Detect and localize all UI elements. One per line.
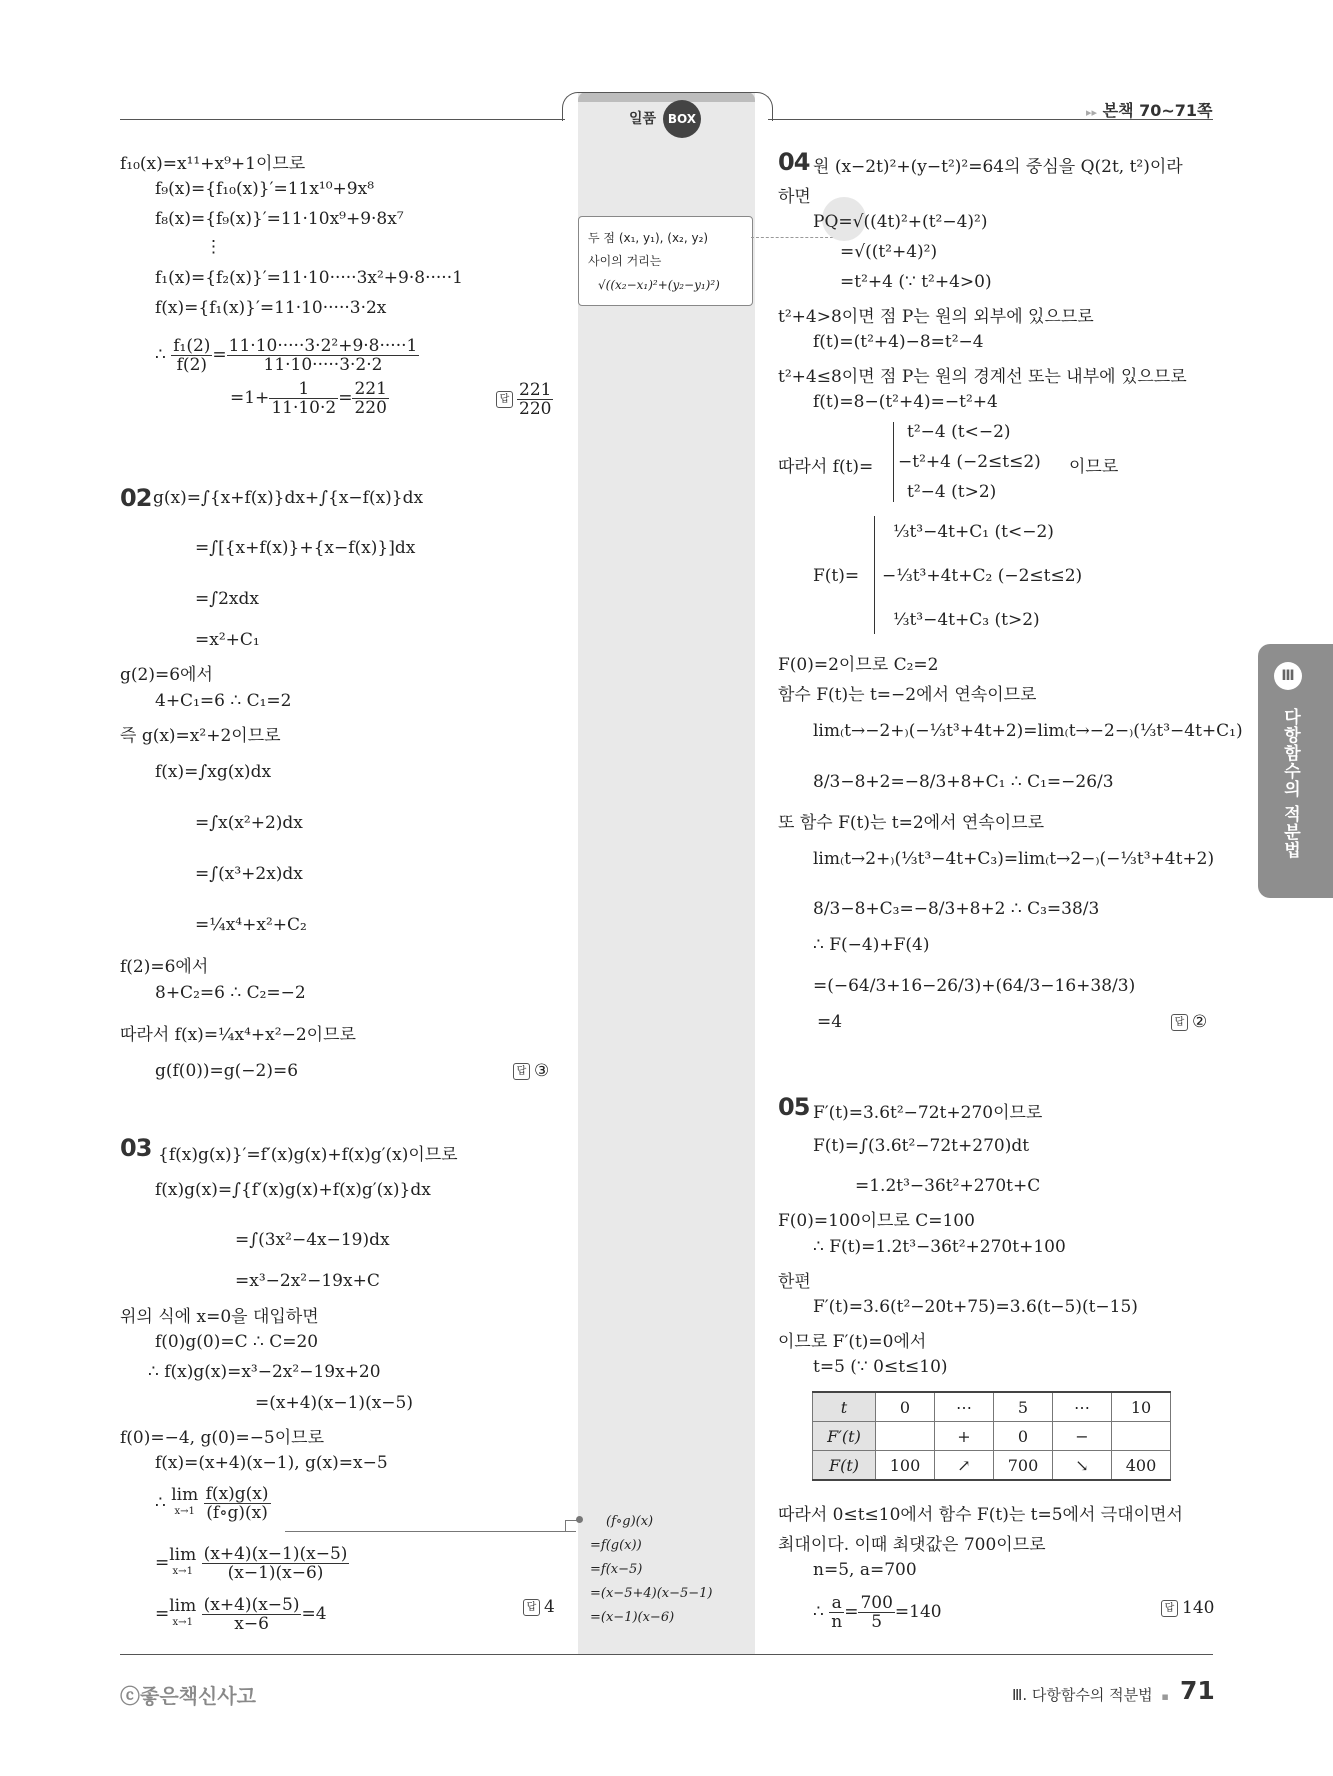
p04-line-9: f(t)=8−(t²+4)=−t²+4 <box>813 392 998 412</box>
p05-frac-den: n <box>831 1612 843 1632</box>
p01-result: =1+ $\frac{1}{11\cdot 10\cdot 2}$ = $\frac{221}{220}$ <box>230 379 387 418</box>
p05-line-12: n=5, a=700 <box>813 1560 917 1580</box>
page-ref-arrows: ▸▸ <box>1086 106 1098 119</box>
p03-result: =4 <box>301 1604 327 1624</box>
distance-note-connector <box>751 237 833 238</box>
p05-frac-700-5 <box>858 1594 894 1631</box>
p05-answer <box>1161 1598 1214 1618</box>
p05-line-5: ∴ F(t)=1.2t³−36t²+270t+100 <box>813 1237 1066 1257</box>
p01-line-5: f₁(x)={f₂(x)}′=11·10·····3x²+9·8·····1 <box>155 268 463 288</box>
p05-line-7: F′(t)=3.6(t²−20t+75)=3.6(t−5)(t−15) <box>813 1297 1138 1317</box>
p04-F-def: F(t)= <box>813 566 860 586</box>
p02-line-1: g(x)=∫{x+f(x)}dx+∫{x−f(x)}dx <box>153 488 424 508</box>
p04-answer-value: ② <box>1192 1012 1208 1032</box>
p02-line-8: f(x)=∫xg(x)dx <box>155 762 272 782</box>
p05-line-8: 이므로 F′(t)=0에서 <box>778 1332 927 1352</box>
composite-line-4: =(x−5+4)(x−5−1) <box>590 1586 713 1601</box>
p05-table-cell: F(t) <box>813 1451 876 1481</box>
p02-line-3: =∫2xdx <box>195 589 259 609</box>
chapter-numeral-circle <box>1274 662 1302 690</box>
page-ref <box>1086 98 1213 121</box>
p02-line-9: =∫x(x²+2)dx <box>195 813 303 833</box>
p04-f-case-1: t²−4 (t<−2) <box>907 422 1011 442</box>
p01-frac3-num: 1 <box>269 380 338 399</box>
p05-line-10: 따라서 0≤t≤10에서 함수 F(t)는 t=5에서 극대이면서 <box>778 1505 1183 1525</box>
p05-table-cell: 0 <box>876 1392 935 1422</box>
p04-line-6: t²+4>8이면 점 P는 원의 외부에 있으므로 <box>778 307 1094 327</box>
p03-line-8: =(x+4)(x−1)(x−5) <box>255 1393 413 1413</box>
p03-answer-badge: 답 <box>523 1599 540 1616</box>
p01-answer <box>496 381 553 418</box>
p05-answer-value: 140 <box>1182 1598 1215 1618</box>
p05-table-cell: t <box>813 1392 876 1422</box>
p02-number: 02 <box>120 484 152 512</box>
p03-answer <box>523 1597 555 1617</box>
box-label <box>629 100 701 138</box>
p03-frac-b-num: (x+4)(x−1)(x−5) <box>203 1544 348 1564</box>
p04-limit-1: lim₍t→−2+₎(−⅓t³+4t+2)=lim₍t→−2−₎(⅓t³−4t+C₁) <box>813 721 1243 741</box>
p05-table-cell: 0 <box>994 1422 1053 1451</box>
p04-answer <box>1171 1012 1207 1032</box>
distance-note-title: 두 점 (x₁, y₁), (x₂, y₂) <box>588 231 709 245</box>
p03-frac-a <box>204 1485 271 1522</box>
p04-f-case-2: −t²+4 (−2≤t≤2) <box>898 452 1041 472</box>
p03-frac-a-num: f(x)g(x) <box>205 1484 269 1504</box>
p05-frac-num: a <box>829 1594 844 1613</box>
p02-answer-value: ③ <box>534 1061 550 1081</box>
p01-frac3-den: 11·10·2 <box>271 398 337 418</box>
p05-table-cell: 700 <box>994 1451 1053 1481</box>
footer-chapter <box>1012 1684 1173 1705</box>
p03-frac-b <box>202 1545 350 1582</box>
p05-table-cell: ↘ <box>1053 1451 1112 1481</box>
p03-lim-3-sub: x→1 <box>172 1617 193 1628</box>
p05-result-value: =140 <box>894 1602 942 1622</box>
footer-chapter-text: Ⅲ. 다항함수의 적분법 <box>1012 1686 1153 1704</box>
p04-f-def-label: 따라서 f(t)= <box>778 457 874 477</box>
p04-F-case-3: ⅓t³−4t+C₃ (t>2) <box>893 610 1040 630</box>
p01-frac3 <box>269 380 338 417</box>
header-line-left <box>120 119 565 120</box>
p03-line-5: 위의 식에 x=0을 대입하면 <box>120 1307 319 1327</box>
distance-note-formula: √((x₂−x₁)²+(y₂−y₁)²) <box>598 278 720 292</box>
p03-line-1: {f(x)g(x)}′=f′(x)g(x)+f(x)g′(x)이므로 <box>158 1145 458 1165</box>
p02-line-6: 4+C₁=6 ∴ C₁=2 <box>155 691 292 711</box>
p04-number: 04 <box>778 148 810 176</box>
p02-line-2: =∫[{x+f(x)}+{x−f(x)}]dx <box>195 538 416 558</box>
p04-f-case-3: t²−4 (t>2) <box>907 482 997 502</box>
p04-limit-2: lim₍t→2+₎(⅓t³−4t+C₃)=lim₍t→2−₎(−⅓t³+4t+2) <box>813 849 1215 869</box>
p05-table-cell <box>1112 1422 1171 1451</box>
p03-lim-2-sub: x→1 <box>172 1566 193 1577</box>
p02-line-5: g(2)=6에서 <box>120 665 213 685</box>
composite-line-1: (f∘g)(x) <box>606 1514 654 1529</box>
p04-F-brace <box>874 516 881 634</box>
p03-limit-1: ∴ lim x→1 $\frac{f(x)g(x)}{(f\circ g)(x)}$ <box>155 1484 269 1523</box>
p01-frac2-num: 11·10·····3·2²+9·8·····1 <box>228 336 418 356</box>
p03-lim-1-label: lim <box>171 1485 199 1505</box>
p04-line-14: 함수 F(t)는 t=−2에서 연속이므로 <box>778 685 1037 705</box>
p05-table-row-t <box>813 1392 1171 1422</box>
p03-lim-2 <box>169 1545 197 1579</box>
page-number: 71 <box>1180 1676 1215 1705</box>
composite-line-3: =f(x−5) <box>590 1562 643 1577</box>
p01-answer-num: 221 <box>519 380 552 400</box>
p05-table-row-fprime <box>813 1422 1171 1451</box>
distance-note-sub: 사이의 거리는 <box>588 254 662 268</box>
p05-table-cell: ⋯ <box>935 1392 994 1422</box>
p02-line-4: =x²+C₁ <box>195 630 260 650</box>
p03-lim-2-label: lim <box>169 1545 197 1565</box>
p03-line-3: =∫(3x²−4x−19)dx <box>235 1230 390 1250</box>
p01-answer-badge: 답 <box>496 391 513 408</box>
p05-table-cell: + <box>935 1422 994 1451</box>
p03-lim-1 <box>171 1485 199 1519</box>
p05-line-4: F(0)=100이므로 C=100 <box>778 1211 975 1231</box>
p01-line-6: f(x)={f₁(x)}′=11·10·····3·2x <box>155 298 387 318</box>
p02-line-13: 8+C₂=6 ∴ C₂=−2 <box>155 983 306 1003</box>
p03-number: 03 <box>120 1134 152 1162</box>
p04-eq-1: 8/3−8+2=−8/3+8+C₁ ∴ C₁=−26/3 <box>813 772 1114 792</box>
p03-frac-c-den: x−6 <box>234 1614 269 1634</box>
p01-answer-frac <box>517 381 553 418</box>
composite-note-connector <box>285 1531 576 1532</box>
box-badge: BOX <box>663 100 701 138</box>
p03-line-10: f(x)=(x+4)(x−1), g(x)=x−5 <box>155 1453 388 1473</box>
p01-line-2: f₉(x)={f₁₀(x)}′=11x¹⁰+9x⁸ <box>155 179 375 199</box>
p05-number: 05 <box>778 1093 810 1121</box>
p01-frac2-den: 11·10·····3·2·2 <box>263 355 383 375</box>
p04-line-3: PQ=√((4t)²+(t²−4)²) <box>813 212 988 232</box>
p03-frac-c-num: (x+4)(x−5) <box>203 1595 300 1615</box>
p04-line-17: =4 <box>817 1012 843 1032</box>
p05-table-cell: 10 <box>1112 1392 1171 1422</box>
p01-frac1 <box>171 337 212 374</box>
p05-table-cell: F′(t) <box>813 1422 876 1451</box>
p05-table-row-F <box>813 1451 1171 1481</box>
composite-line-2: =f(g(x)) <box>590 1538 642 1553</box>
chapter-side-tab <box>1258 644 1333 898</box>
p04-line-8: t²+4≤8이면 점 P는 원의 경계선 또는 내부에 있으므로 <box>778 367 1187 387</box>
center-note-column <box>578 92 755 1654</box>
p04-eq-2: 8/3−8+C₃=−8/3+8+2 ∴ C₃=38/3 <box>813 899 1100 919</box>
p03-lim-1-sub: x→1 <box>174 1506 195 1517</box>
p04-line-15: 또 함수 F(t)는 t=2에서 연속이므로 <box>778 813 1045 833</box>
p05-table-cell: 100 <box>876 1451 935 1481</box>
p04-F-case-1: ⅓t³−4t+C₁ (t<−2) <box>893 522 1054 542</box>
p04-line-1: 원 (x−2t)²+(y−t²)²=64의 중심을 Q(2t, t²)이라 <box>813 157 1183 177</box>
p01-frac4 <box>352 380 388 417</box>
p02-line-10: =∫(x³+2x)dx <box>195 864 303 884</box>
p01-therefore: ∴ $\frac{\text{f₁(2)}}{f(2)}$ = $\frac{\text{11·10·····3·2²+9·8·····1}}{11\cdot 10\cdot\cdot\cdot\cdot\cdot 3\cdot 2\cdot 2}$ <box>155 336 418 375</box>
composite-note-dot <box>576 1516 583 1523</box>
chapter-side-title: 다항함수의 적분법 <box>1280 708 1300 859</box>
p01-frac1-den: f(2) <box>176 355 208 375</box>
p03-limit-2: =lim x→1 $\frac{(x+4)(x-1)(x-5)}{(x-1)(x-6)}$ <box>155 1544 348 1583</box>
p03-frac-c <box>202 1596 302 1633</box>
p03-line-9: f(0)=−4, g(0)=−5이므로 <box>120 1428 325 1448</box>
p05-answer-badge: 답 <box>1161 1600 1178 1617</box>
p05-line-11: 최대이다. 이때 최댓값은 700이므로 <box>778 1535 1046 1555</box>
p01-frac2 <box>227 337 420 374</box>
p03-answer-value: 4 <box>544 1597 555 1617</box>
p01-line-4: ⋮ <box>205 237 222 257</box>
p01-frac4-den: 220 <box>354 398 387 418</box>
p05-frac2-den: 5 <box>871 1612 883 1632</box>
composite-line-5: =(x−1)(x−6) <box>590 1610 675 1625</box>
distance-note-box <box>578 216 753 306</box>
p05-table-cell: ↗ <box>935 1451 994 1481</box>
footer-bullet: ▪ <box>1161 1690 1169 1703</box>
p03-line-2: f(x)g(x)=∫{f′(x)g(x)+f(x)g′(x)}dx <box>155 1180 431 1200</box>
page-ref-text: 본책 70~71쪽 <box>1102 101 1213 120</box>
p03-line-6: f(0)g(0)=C ∴ C=20 <box>155 1332 319 1352</box>
p03-lim-3 <box>169 1596 197 1630</box>
p04-F-case-2: −⅓t³+4t+C₂ (−2≤t≤2) <box>882 566 1083 586</box>
p01-therefore-sym: ∴ <box>155 345 166 365</box>
p05-table-cell: − <box>1053 1422 1112 1451</box>
p05-frac2-num: 700 <box>860 1593 893 1613</box>
p02-line-7: 즉 g(x)=x²+2이므로 <box>120 726 281 746</box>
p05-line-9: t=5 (∵ 0≤t≤10) <box>813 1357 948 1377</box>
p01-line-3: f₈(x)={f₉(x)}′=11·10x⁹+9·8x⁷ <box>155 209 404 229</box>
p03-frac-a-den: (f∘g)(x) <box>206 1503 268 1523</box>
box-label-prefix: 일품 <box>629 111 657 127</box>
footer-line <box>120 1654 1213 1655</box>
footer-publisher: ⓒ좋은책신사고 <box>120 1684 256 1708</box>
p05-frac-a-n <box>829 1594 844 1631</box>
p05-increase-decrease-table <box>812 1391 1171 1481</box>
p01-line-1: f₁₀(x)=x¹¹+x⁹+1이므로 <box>120 154 306 174</box>
p02-line-12: f(2)=6에서 <box>120 957 209 977</box>
p03-lim-3-label: lim <box>169 1596 197 1616</box>
p01-frac4-num: 221 <box>354 379 387 399</box>
p02-line-11: =¼x⁴+x²+C₂ <box>195 915 307 935</box>
p02-line-14: 따라서 f(x)=¼x⁴+x²−2이므로 <box>120 1025 356 1045</box>
p04-f-def <box>778 452 873 477</box>
p04-line-2: 하면 <box>778 187 811 207</box>
p04-answer-badge: 답 <box>1171 1014 1188 1031</box>
p05-table-cell: ⋯ <box>1053 1392 1112 1422</box>
p03-line-4: =x³−2x²−19x+C <box>235 1271 380 1291</box>
p03-line-7: ∴ f(x)g(x)=x³−2x²−19x+20 <box>148 1362 381 1382</box>
p04-line-7: f(t)=(t²+4)−8=t²−4 <box>813 332 984 352</box>
p04-sum: =(−64/3+16−26/3)+(64/3−16+38/3) <box>813 976 1136 996</box>
p02-answer-badge: 답 <box>513 1063 530 1080</box>
p05-table-cell: 400 <box>1112 1451 1171 1481</box>
p05-table-cell <box>876 1422 935 1451</box>
composite-note <box>590 1510 713 1630</box>
p05-line-6: 한편 <box>778 1272 811 1292</box>
p02-answer <box>513 1061 549 1081</box>
p05-line-2: F(t)=∫(3.6t²−72t+270)dt <box>813 1136 1030 1156</box>
chapter-numeral: Ⅲ <box>1281 668 1295 684</box>
p05-line-3: =1.2t³−36t²+270t+C <box>855 1176 1041 1196</box>
composite-note-connector-up <box>565 1520 566 1532</box>
p04-f-def-suffix: 이므로 <box>1069 457 1119 477</box>
p05-line-1: F′(t)=3.6t²−72t+270이므로 <box>813 1103 1043 1123</box>
p04-line-16: ∴ F(−4)+F(4) <box>813 935 930 955</box>
p01-answer-den: 220 <box>519 399 552 419</box>
p03-frac-b-den: (x−1)(x−6) <box>227 1563 324 1583</box>
p05-therefore: ∴ <box>813 1602 824 1622</box>
p02-line-15: g(f(0))=g(−2)=6 <box>155 1061 299 1081</box>
p04-line-4: =√((t²+4)²) <box>840 242 938 262</box>
p05-table-cell: 5 <box>994 1392 1053 1422</box>
p01-result-prefix: =1+ <box>230 388 270 408</box>
p04-line-5: =t²+4 (∵ t²+4>0) <box>840 272 992 292</box>
p05-result: ∴ $\frac{a}{n}$ = $\frac{700}{5}$ =140 <box>813 1593 942 1632</box>
p03-limit-3: =lim x→1 $\frac{(x+4)(x-5)}{x-6}$ =4 <box>155 1595 327 1634</box>
p01-frac1-num: f₁(2) <box>173 336 211 356</box>
p04-line-13: F(0)=2이므로 C₂=2 <box>778 655 939 675</box>
